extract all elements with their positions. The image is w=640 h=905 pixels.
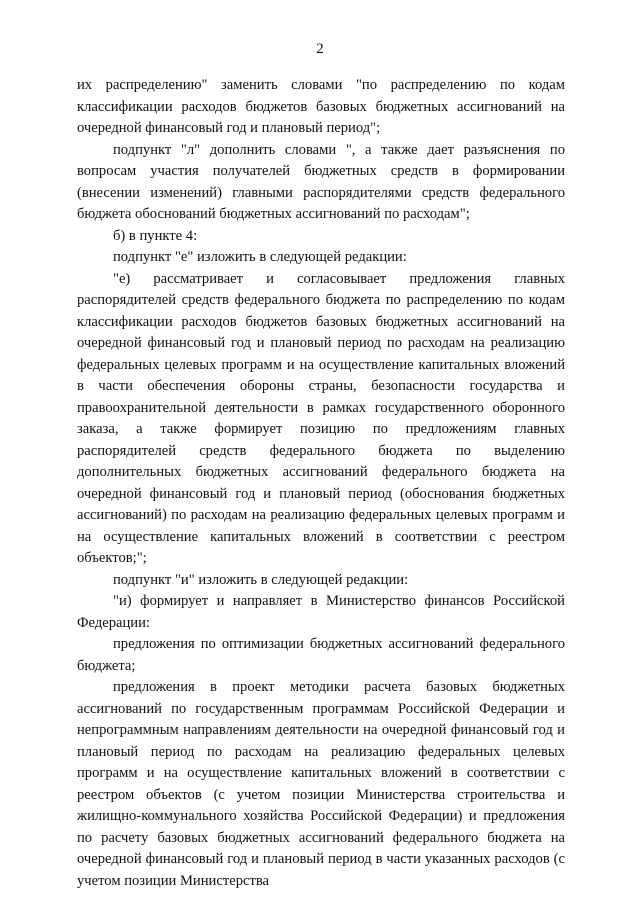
paragraph-2: подпункт "л" дополнить словами ", а также дает разъяснения по вопросам участия получателей бюджетных средств в формировании (внесении изменений) главными распорядителями средств федерального бюджета обоснований бюджетных ассигнований по расходам"; — [77, 141, 565, 222]
paragraph-9: предложения в проект методики расчета базовых бюджетных ассигнований по государственным программам Российской Федерации и непрограммным направлениям деятельности на очередной финансовый год и плановый период по расходам на реализацию федеральных целевых программ и на осуществление капитальных вложений в соответствии с реестром объектов (с учетом позиции Министерства строительства и жилищно-коммунального хозяйства Российской Федерации) и предложения по расчету базовых бюджетных ассигнований федерального бюджета на очередной финансовый год и плановый период в части указанных расходов (с учетом позиции Министерства — [77, 679, 565, 889]
paragraph-7: "и) формирует и направляет в Министерство финансов Российской Федерации: — [77, 593, 565, 631]
paragraph-3: б) в пункте 4: — [113, 227, 198, 244]
paragraph-1: их распределению" заменить словами "по распределению по кодам классификации расходов бюджетов базовых бюджетных ассигнований на очередной финансовый год и плановый период"; — [77, 77, 565, 136]
paragraph-6: подпункт "и" изложить в следующей редакции: — [113, 571, 409, 588]
paragraph-5: "е) рассматривает и согласовывает предложения главных распорядителей средств федерального бюджета по распределению по кодам классификации расходов бюджетов базовых бюджетных ассигнований на очередной финансовый год и плановый период по расходам на реализацию федеральных целевых программ и на осуществление капитальных вложений в части обеспечения обороны страны, безопасности государства и правоохранительной деятельности в рамках государственного оборонного заказа, а также формирует позицию по предложениям главных распорядителей средств федерального бюджета по выделению дополнительных бюджетных ассигнований федерального бюджета на очередной финансовый год и плановый период (обоснования бюджетных ассигнований) по расходам на реализацию федеральных целевых программ и на осуществление капитальных вложений в соответствии с реестром объектов;"; — [77, 270, 565, 566]
paragraph-4: подпункт "е" изложить в следующей редакции: — [113, 249, 407, 265]
page-number: 2 — [316, 41, 324, 57]
document-body — [77, 75, 565, 892]
paragraph-8: предложения по оптимизации бюджетных ассигнований федерального бюджета; — [77, 636, 565, 674]
